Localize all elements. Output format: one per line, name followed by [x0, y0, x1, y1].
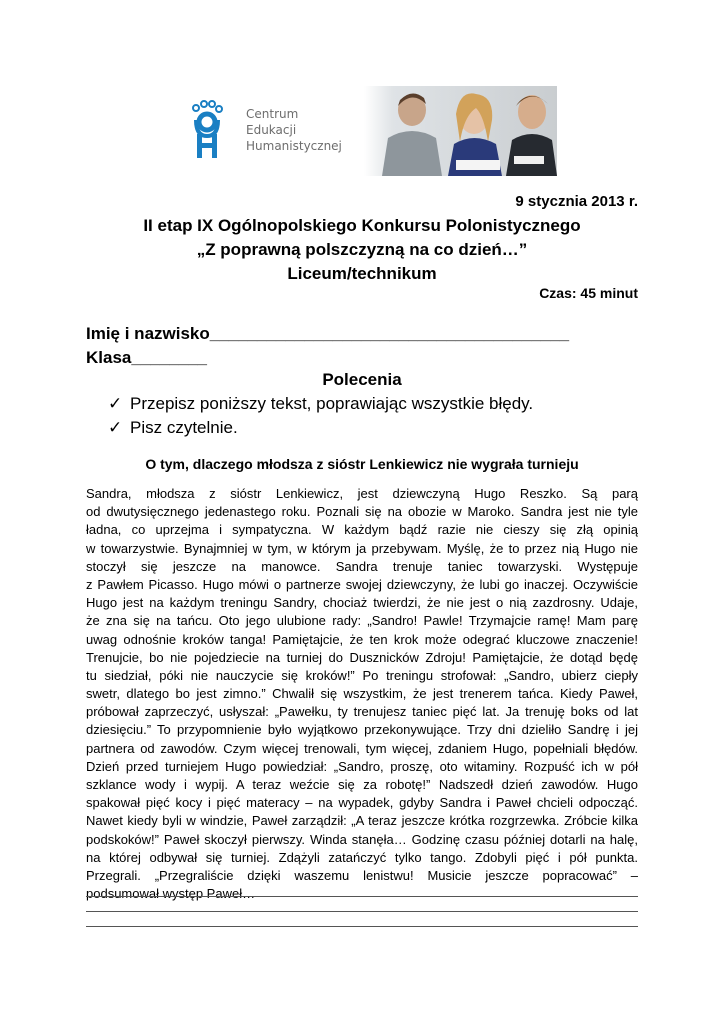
text-line: ładna, co uprzejma i sympatyczna. W każdym bądź razie nie cieszy się złą opinią [86, 522, 638, 538]
text-line: od dwutysięcznego jedenastego roku. Poznali się na obozie w Maroko. Sandra jest nie tyle [86, 504, 638, 520]
text-line: podskoków!” Paweł skoczył pierwszy. Winda stanęła… Godzinę czasu później dotarli na halę, [86, 831, 638, 847]
text-line: z Pawłem Picasso. Hugo mówi o partnerze swojej dziewczyny, że lubi go inaczej. Oczywiście [86, 576, 638, 592]
students-photo [364, 86, 557, 176]
checkmark-icon: ✓ [108, 418, 123, 437]
writing-line[interactable] [86, 896, 638, 897]
time-limit: Czas: 45 minut [539, 285, 638, 301]
logo-text [246, 106, 342, 154]
text-line: partnera od zawodów. Czym więcej trenowali, tym więcej, zdaniem Hugo, popełniali błędów. [86, 740, 638, 756]
text-line: że zna się na tańcu. Oto jego ulubione rady: „Sandro! Pawle! Trzymajcie ramę! Mam parę [86, 613, 638, 629]
logo-icon [190, 100, 224, 160]
exercise-text [86, 485, 638, 903]
text-line: uwag odnośnie kroków tanga! Pamiętajcie, że ten krok może odegrać kluczowe znaczenie! [86, 631, 638, 647]
class-field-label: Klasa________ [86, 348, 208, 367]
text-line: stoczył się jeszcze na manowce. Sandra trenuje taniec towarzyski. Występuje [86, 558, 638, 574]
logo-line: Centrum [246, 107, 299, 121]
text-line: w towarzystwie. Bynajmniej w tym, w którym ja przebywam. Myślę, że to przez nią Hugo nie [86, 540, 638, 556]
text-line: próbował zaprzeczyć, usłyszał: „Pawełku, ty trenujesz taniec pięć lat. Ja trenuję boks od lat [86, 704, 638, 720]
page-title: II etap IX Ogólnopolskiego Konkursu Polonistycznego [143, 216, 581, 235]
instruction-item [108, 418, 238, 438]
instruction-item [108, 394, 533, 414]
text-line: szklance wody i wypij. A teraz weźcie się za robotę!” Nadszedł dzień zawodów. Hugo [86, 777, 638, 792]
writing-line[interactable] [86, 926, 638, 927]
instruction-text: Pisz czytelnie. [130, 418, 238, 437]
checkmark-icon: ✓ [108, 394, 123, 413]
text-line: dziesięciu.” To przypomnienie było wyjątkowo przekonywujące. Trzy dni dzieliło Sandrę i jej [86, 722, 638, 738]
text-line: tu siedział, póki nie nauczycie się kroków!” Po treningu strofował: „Sandro, ubierz ciepły [86, 667, 638, 683]
text-line: na której odbywał się turniej. Zdążyli zatańczyć tylko tango. Zdobyli pięć i pół punkta. [86, 849, 638, 865]
text-line: Przegrali. „Przegraliście dzięki waszemu lenistwu! Musicie jeszcze popracować” – [86, 867, 638, 883]
text-line: swetr, dlatego bo jest zimno.” Chwalił się wszystkim, że jest trenerem tańca. Kiedy Paweł, [86, 686, 638, 702]
text-line: Nawet kiedy byli w windzie, Paweł zarządził: „A teraz jeszcze krótka rozgrzewka. Zróbcie kilka [86, 813, 638, 829]
header-banner [168, 86, 557, 176]
writing-line[interactable] [86, 911, 638, 912]
exam-date: 9 stycznia 2013 r. [515, 193, 638, 210]
logo-line: Humanistycznej [246, 139, 342, 153]
school-level: Liceum/technikum [287, 264, 437, 283]
logo-line: Edukacji [246, 123, 297, 137]
text-line: Dzień przed turniejem Hugo powiedział: „Sandro, proszę, oto witaminy. Rozpuść ich w pół [86, 758, 638, 774]
contest-motto: „Z poprawną polszczyzną na co dzień…” [196, 240, 528, 259]
text-title: O tym, dlaczego młodsza z sióstr Lenkiewicz nie wygrała turnieju [145, 456, 579, 472]
text-line: podsumował występ Paweł… [86, 886, 256, 902]
instruction-text: Przepisz poniższy tekst, poprawiając wszystkie błędy. [130, 394, 534, 413]
instructions-heading: Polecenia [322, 370, 402, 389]
text-line: Sandra, młodsza z sióstr Lenkiewicz, jest dziewczyną Hugo Reszko. Są parą [86, 486, 638, 501]
text-line: Hugo jest na każdym treningu Sandry, chociaż twierdzi, że nie jest o nią zazdrosny. Udaje, [86, 595, 638, 611]
name-field-label: Imię i nazwisko______________________________________ [86, 324, 570, 343]
text-line: spakował pięć kocy i pięć materacy – na wypadek, gdyby Sandra i Paweł chcieli odpocząć. [86, 795, 638, 811]
text-line: Trenujcie, bo nie pojedziecie na turniej do Dusznicków Zdroju! Pamiętajcie, że dotąd będę [86, 649, 638, 665]
